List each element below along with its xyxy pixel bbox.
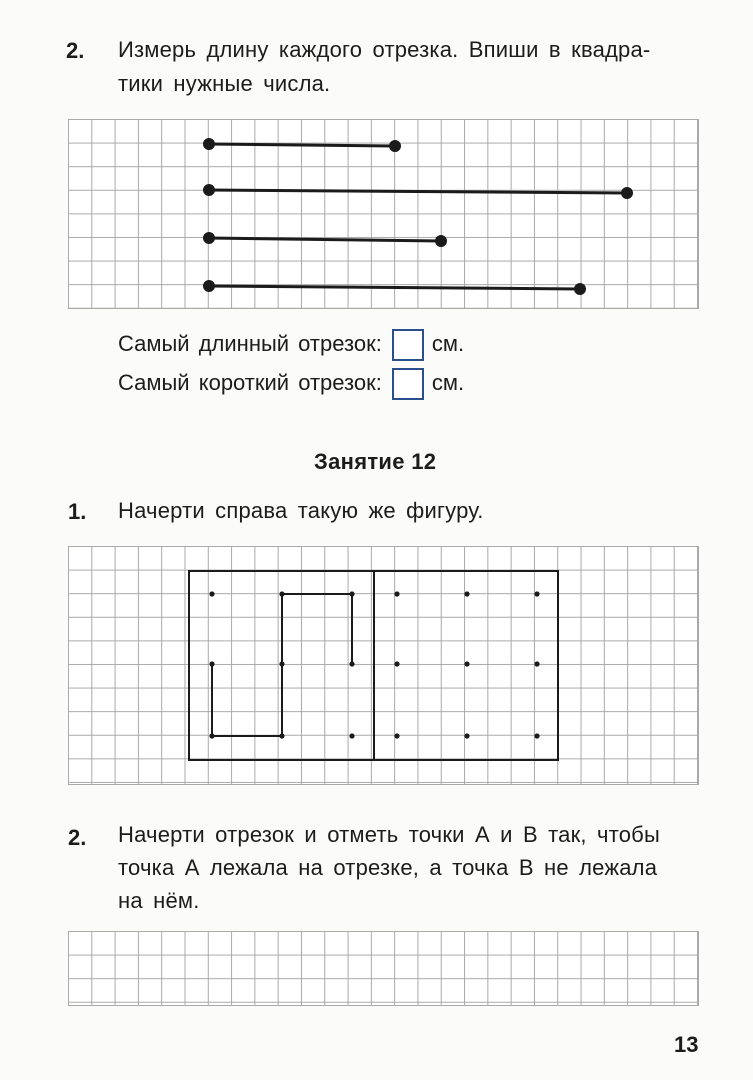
task-text-points-line3: на нём. (118, 888, 200, 913)
task-number-measure: 2. (66, 38, 85, 63)
lesson-title: Занятие 12 (314, 449, 437, 474)
answer-longest-row (118, 329, 464, 361)
answer-shortest-row (118, 368, 464, 400)
longest-label: Самый длинный отрезок: (118, 330, 382, 356)
task-number-draw: 1. (68, 499, 87, 524)
drawing-area-right[interactable] (375, 572, 557, 759)
grid-points-drawing-area[interactable] (68, 931, 699, 1006)
task-number-points: 2. (68, 825, 87, 850)
grid-measure (68, 119, 699, 309)
longest-unit: см. (431, 330, 465, 356)
task-text-points-line1: Начерти отрезок и отметь точки А и В так, чтобы (118, 822, 661, 847)
shortest-answer-box[interactable] (392, 368, 424, 400)
shortest-label: Самый короткий отрезок: (118, 369, 382, 395)
task-text-measure-line2: тики нужные числа. (118, 71, 331, 96)
shortest-unit: см. (431, 369, 465, 395)
task-text-measure-line1: Измерь длину каждого отрезка. Впиши в квадра- (118, 37, 651, 62)
task-text-draw: Начерти справа такую же фигуру. (118, 498, 484, 523)
longest-answer-box[interactable] (392, 329, 424, 361)
task-text-points-line2: точка А лежала на отрезке, а точка В не лежала (118, 855, 658, 880)
page-number: 13 (674, 1032, 699, 1057)
